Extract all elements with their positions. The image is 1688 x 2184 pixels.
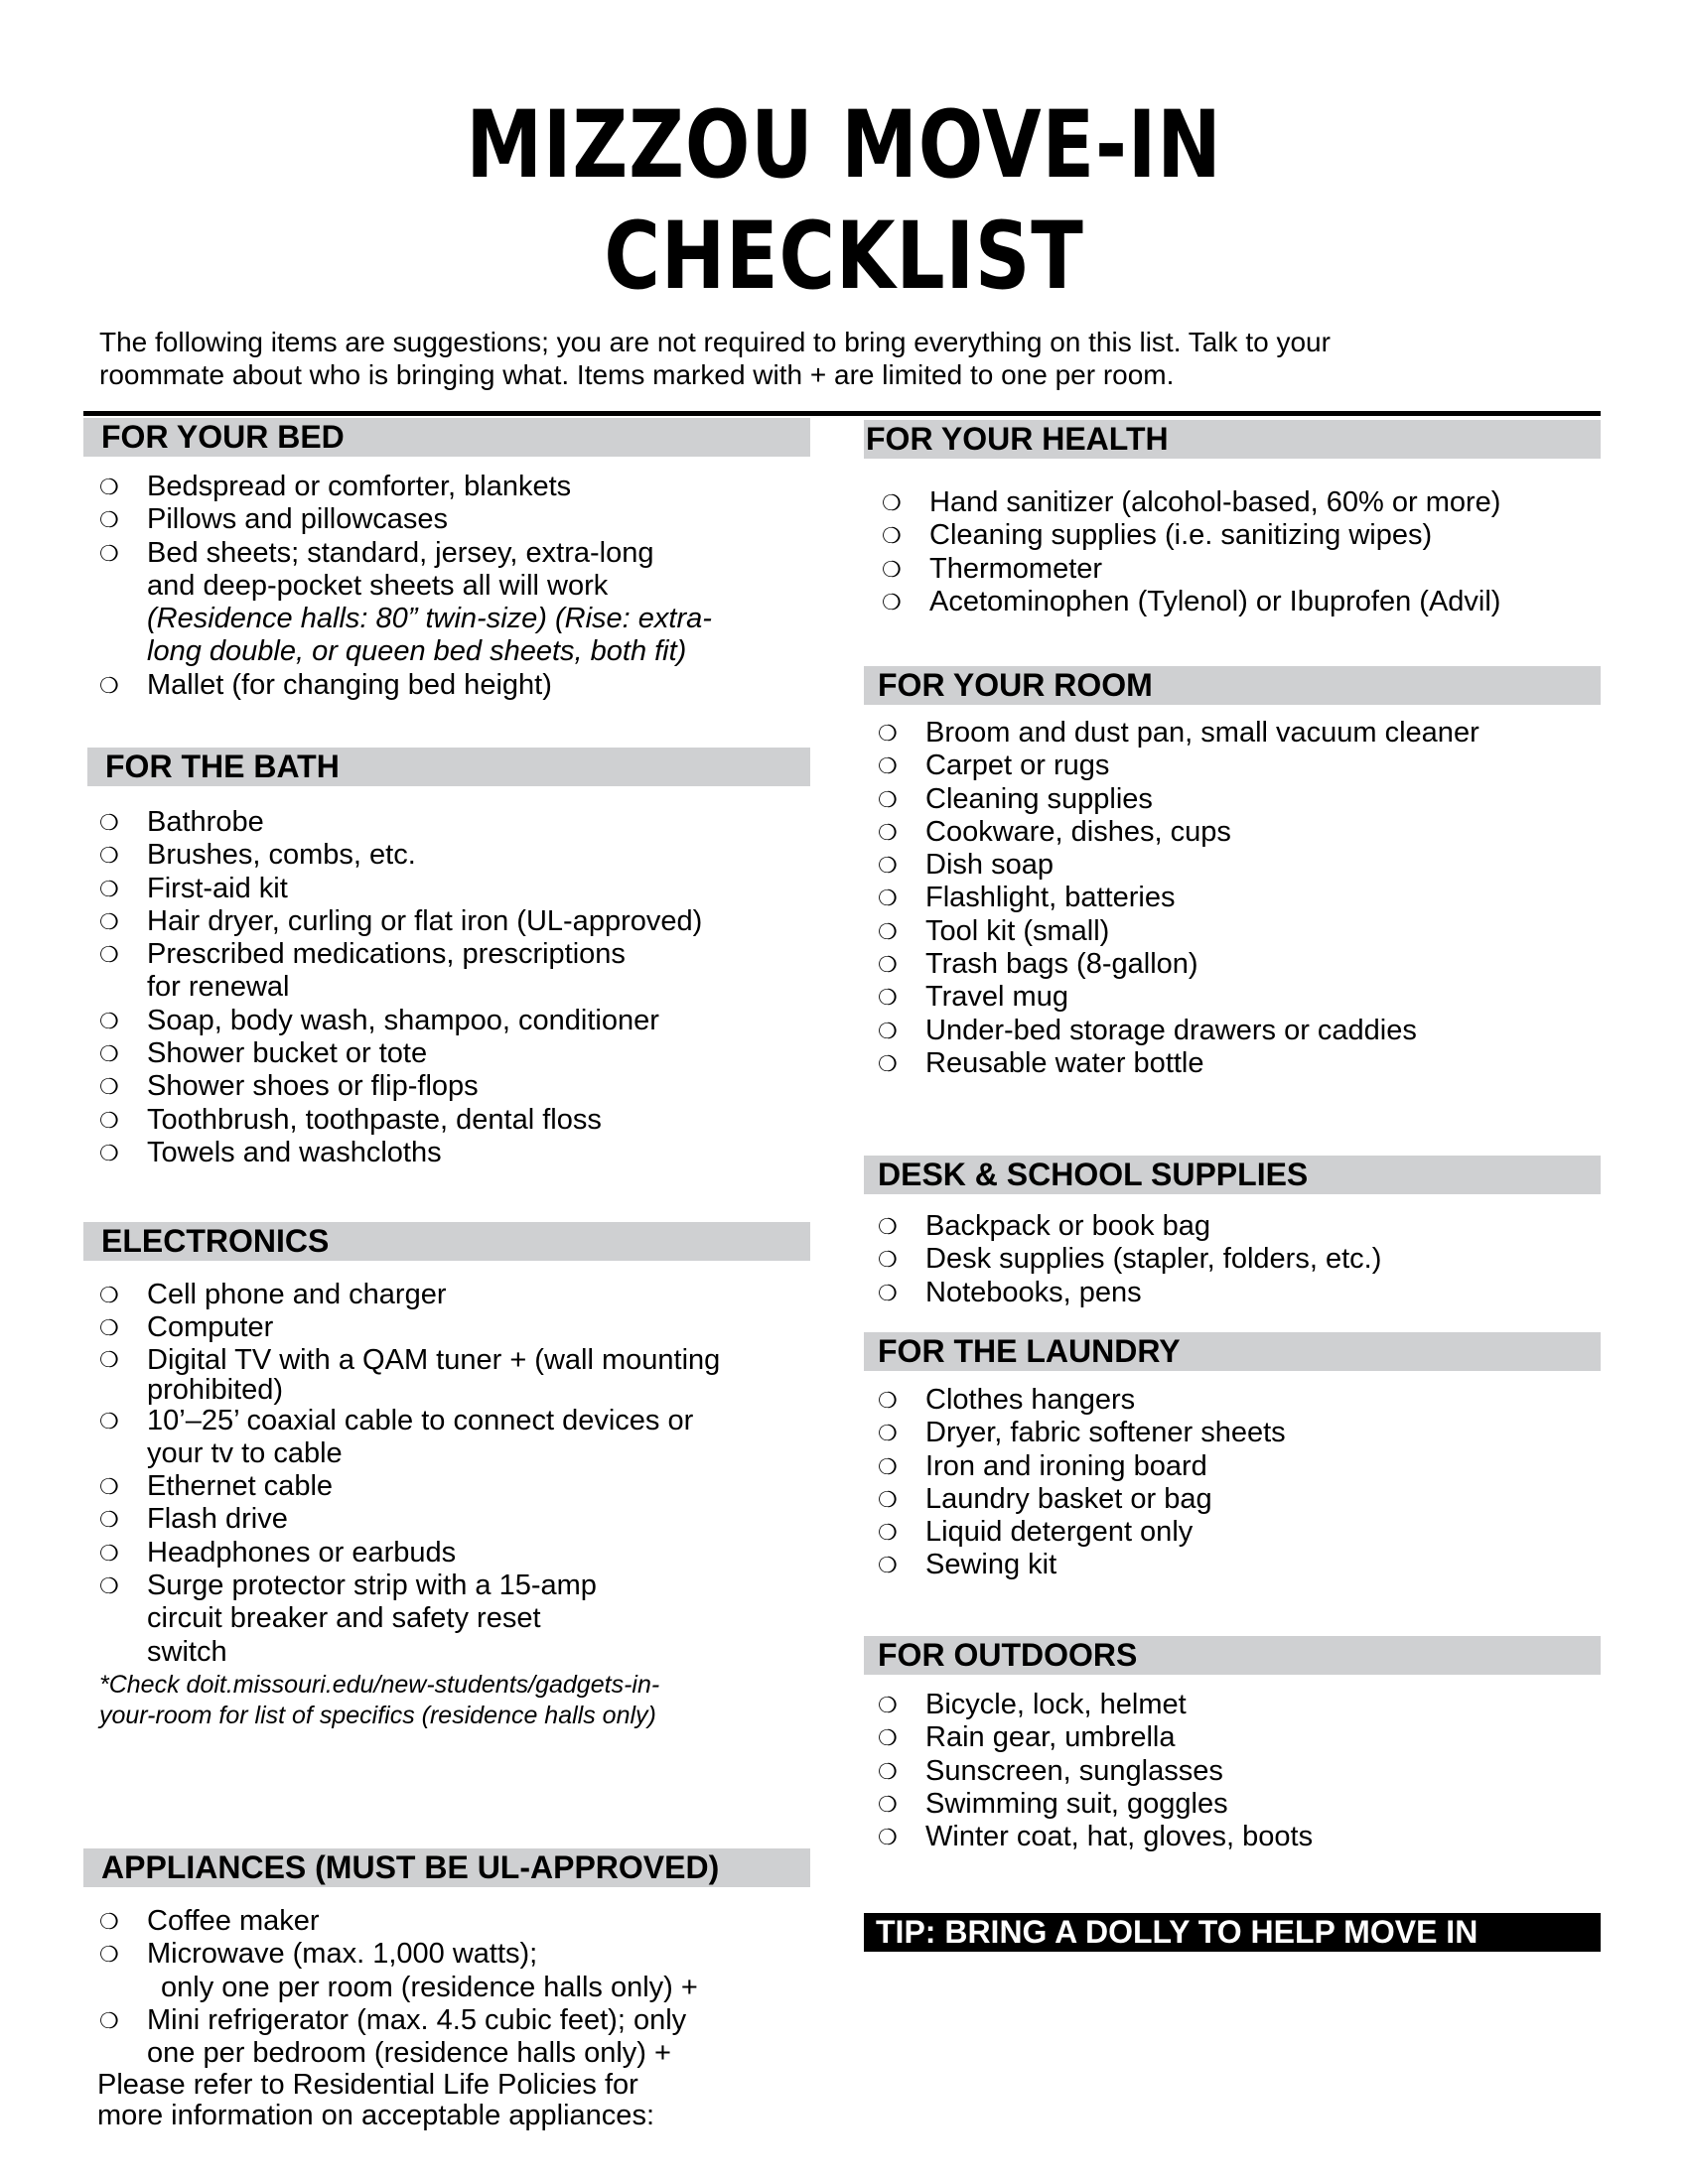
checklist-item[interactable]: ❍ Cookware, dishes, cups: [878, 815, 1231, 848]
checklist-item[interactable]: ❍ Microwave (max. 1,000 watts); only one per room (residence halls only) +: [99, 1938, 814, 2004]
checklist-item[interactable]: ❍ Acetominophen (Tylenol) or Ibuprofen (Advil): [882, 585, 1501, 617]
item-continuation: for renewal: [147, 971, 290, 1004]
item-continuation: circuit breaker and safety reset: [147, 1602, 541, 1635]
section-heading-bath: FOR THE BATH: [87, 748, 810, 786]
section-heading-health: FOR YOUR HEALTH: [864, 420, 1601, 459]
checklist-item[interactable]: ❍ Notebooks, pens: [878, 1276, 1142, 1308]
checkbox-circle-icon[interactable]: ❍: [99, 1573, 119, 1599]
checkbox-circle-icon[interactable]: ❍: [882, 556, 902, 582]
checklist-item[interactable]: ❍ Trash bags (8-gallon): [878, 948, 1198, 981]
checklist-item[interactable]: ❍ Hair dryer, curling or flat iron (UL-approved): [99, 904, 703, 937]
tip-banner: TIP: BRING A DOLLY TO HELP MOVE IN: [864, 1913, 1601, 1952]
item-continuation: switch: [147, 1635, 227, 1668]
checklist-item[interactable]: ❍ Liquid detergent only: [878, 1516, 1194, 1549]
checklist-item[interactable]: ❍ Bed sheets; standard, jersey, extra-long and deep-pocket sheets all will work (Residence halls: 80” twin-size) (Rise: extra- long double, or queen bed sheets, both fit): [99, 537, 814, 669]
checklist-item[interactable]: ❍ Flash drive: [99, 1503, 288, 1536]
divider-rule: [83, 411, 1601, 416]
checklist-item[interactable]: ❍ Bicycle, lock, helmet: [878, 1689, 1187, 1720]
checklist-item[interactable]: ❍ Under-bed storage drawers or caddies: [878, 1014, 1417, 1046]
room-checklist: [878, 717, 1593, 1080]
checkbox-circle-icon[interactable]: ❍: [99, 1008, 119, 1033]
checklist-item[interactable]: ❍ Sewing kit: [878, 1549, 1057, 1581]
checkbox-circle-icon[interactable]: ❍: [878, 1214, 898, 1239]
section-heading-appliances: APPLIANCES (MUST BE UL-APPROVED): [83, 1848, 810, 1887]
checkbox-circle-icon[interactable]: ❍: [99, 1283, 119, 1307]
checkbox-circle-icon[interactable]: ❍: [878, 1520, 898, 1546]
checklist-item[interactable]: ❍ Cell phone and charger: [99, 1279, 447, 1310]
checkbox-circle-icon[interactable]: ❍: [878, 985, 898, 1011]
checklist-item[interactable]: ❍ Reusable water bottle: [878, 1046, 1204, 1079]
checklist-item[interactable]: ❍ Pillows and pillowcases: [99, 503, 449, 536]
checklist-item[interactable]: ❍ Surge protector strip with a 15-amp circuit breaker and safety reset switch: [99, 1570, 814, 1669]
checkbox-circle-icon[interactable]: ❍: [99, 810, 119, 835]
checklist-item[interactable]: ❍ Dryer, fabric softener sheets: [878, 1417, 1286, 1449]
checkbox-circle-icon[interactable]: ❍: [99, 908, 119, 934]
checkbox-circle-icon[interactable]: ❍: [99, 1474, 119, 1500]
checklist-item[interactable]: ❍ Sunscreen, sunglasses: [878, 1754, 1223, 1787]
checkbox-circle-icon[interactable]: ❍: [99, 1315, 119, 1341]
checklist-item[interactable]: ❍ Hand sanitizer (alcohol-based, 60% or more): [882, 486, 1501, 518]
item-continuation: and deep-pocket sheets all will work: [147, 569, 609, 602]
checkbox-circle-icon[interactable]: ❍: [99, 1909, 119, 1934]
checkbox-circle-icon[interactable]: ❍: [878, 1018, 898, 1043]
checkbox-circle-icon[interactable]: ❍: [878, 819, 898, 845]
checkbox-circle-icon[interactable]: ❍: [878, 1725, 898, 1751]
section-heading-desk: DESK & SCHOOL SUPPLIES: [864, 1156, 1601, 1194]
checklist-item[interactable]: ❍ Travel mug: [878, 981, 1068, 1014]
checkbox-circle-icon[interactable]: ❍: [99, 540, 119, 566]
checkbox-circle-icon[interactable]: ❍: [878, 721, 898, 746]
checklist-item[interactable]: ❍ Bedspread or comforter, blankets: [99, 471, 572, 502]
desk-checklist: [878, 1210, 1593, 1309]
checklist-item[interactable]: ❍ Prescribed medications, prescriptions for renewal: [99, 938, 814, 1005]
checklist-item[interactable]: ❍ Tool kit (small): [878, 914, 1110, 947]
checkbox-circle-icon[interactable]: ❍: [99, 1140, 119, 1165]
item-continuation: your tv to cable: [147, 1436, 343, 1469]
checkbox-circle-icon[interactable]: ❍: [878, 1553, 898, 1578]
checkbox-circle-icon[interactable]: ❍: [878, 1825, 898, 1850]
checklist-item[interactable]: ❍ Headphones or earbuds: [99, 1536, 457, 1569]
checklist-item[interactable]: ❍ Cleaning supplies (i.e. sanitizing wipes): [882, 519, 1433, 552]
checkbox-circle-icon[interactable]: ❍: [99, 1041, 119, 1067]
checkbox-circle-icon[interactable]: ❍: [878, 1050, 898, 1076]
checkbox-circle-icon[interactable]: ❍: [99, 1540, 119, 1566]
appliances-checklist: [99, 1905, 814, 2070]
checkbox-circle-icon[interactable]: ❍: [882, 589, 902, 614]
electronics-checklist: [99, 1279, 814, 1669]
checkbox-circle-icon[interactable]: ❍: [878, 786, 898, 812]
laundry-checklist: [878, 1384, 1593, 1582]
checklist-item[interactable]: ❍ Bathrobe: [99, 806, 264, 838]
checkbox-circle-icon[interactable]: ❍: [878, 853, 898, 879]
checkbox-circle-icon[interactable]: ❍: [878, 1421, 898, 1446]
checkbox-circle-icon[interactable]: ❍: [878, 886, 898, 911]
checklist-item[interactable]: ❍ Computer: [99, 1311, 274, 1344]
intro-line-2: roommate about who is bringing what. Items marked with + are limited to one per room.: [99, 359, 1175, 390]
checklist-item[interactable]: ❍ Clothes hangers: [878, 1384, 1136, 1416]
checkbox-circle-icon[interactable]: ❍: [878, 753, 898, 779]
checkbox-circle-icon[interactable]: ❍: [99, 1507, 119, 1533]
health-checklist: [882, 486, 1597, 618]
checklist-item[interactable]: ❍ Broom and dust pan, small vacuum cleaner: [878, 717, 1479, 749]
checkbox-circle-icon[interactable]: ❍: [878, 1693, 898, 1717]
checklist-item[interactable]: ❍ Flashlight, batteries: [878, 882, 1176, 914]
section-heading-room: FOR YOUR ROOM: [864, 666, 1601, 705]
checkbox-circle-icon[interactable]: ❍: [99, 1942, 119, 1968]
checkbox-circle-icon[interactable]: ❍: [878, 952, 898, 978]
intro-paragraph: [99, 326, 1609, 391]
outdoors-checklist: [878, 1689, 1593, 1853]
checklist-item[interactable]: ❍ 10’–25’ coaxial cable to connect devices or your tv to cable: [99, 1405, 814, 1471]
checklist-item[interactable]: ❍ Rain gear, umbrella: [878, 1721, 1176, 1754]
checkbox-circle-icon[interactable]: ❍: [99, 1107, 119, 1133]
checklist-item[interactable]: ❍ Backpack or book bag: [878, 1210, 1210, 1242]
checklist-item[interactable]: ❍ Brushes, combs, etc.: [99, 839, 416, 872]
checklist-item[interactable]: ❍ Swimming suit, goggles: [878, 1787, 1228, 1820]
checkbox-circle-icon[interactable]: ❍: [878, 1280, 898, 1305]
checklist-item[interactable]: ❍ Mini refrigerator (max. 4.5 cubic feet); only one per bedroom (residence halls only) +: [99, 2004, 814, 2071]
appliances-footer: Please refer to Residential Life Policies for more information on acceptable appliances:: [97, 2069, 654, 2131]
checklist-item[interactable]: ❍ Digital TV with a QAM tuner + (wall mounting prohibited): [99, 1345, 814, 1405]
checkbox-circle-icon[interactable]: ❍: [99, 876, 119, 901]
checkbox-circle-icon[interactable]: ❍: [99, 507, 119, 533]
checkbox-circle-icon[interactable]: ❍: [878, 1791, 898, 1817]
section-heading-electronics: ELECTRONICS: [83, 1222, 810, 1261]
checkbox-circle-icon[interactable]: ❍: [882, 523, 902, 549]
checklist-item[interactable]: ❍ Shower shoes or flip-flops: [99, 1070, 479, 1103]
item-note: long double, or queen bed sheets, both fit): [147, 635, 687, 668]
checklist-item[interactable]: ❍ Thermometer: [882, 552, 1103, 585]
checklist-item[interactable]: ❍ Dish soap: [878, 849, 1054, 882]
checkbox-circle-icon[interactable]: ❍: [878, 1453, 898, 1479]
checkbox-circle-icon[interactable]: ❍: [878, 1388, 898, 1413]
bed-checklist: [99, 471, 814, 702]
item-note: (Residence halls: 80” twin-size) (Rise: extra-: [147, 603, 712, 635]
intro-line-1: The following items are suggestions; you are not required to bring everything on this list. Talk to your: [99, 327, 1331, 357]
checklist-item[interactable]: ❍ Carpet or rugs: [878, 750, 1110, 782]
checklist-item[interactable]: ❍ Winter coat, hat, gloves, boots: [878, 1821, 1314, 1853]
item-continuation: prohibited): [147, 1373, 284, 1406]
checklist-item[interactable]: ❍ Towels and washcloths: [99, 1136, 442, 1168]
checklist-item[interactable]: ❍ Soap, body wash, shampoo, conditioner: [99, 1004, 659, 1036]
page-title-line-2: CHECKLIST: [604, 203, 1084, 311]
checklist-item[interactable]: ❍ Coffee maker: [99, 1905, 320, 1937]
checklist-item[interactable]: ❍ Desk supplies (stapler, folders, etc.): [878, 1243, 1382, 1276]
checklist-item[interactable]: ❍ Iron and ironing board: [878, 1449, 1207, 1482]
checklist-item[interactable]: ❍ Toothbrush, toothpaste, dental floss: [99, 1103, 602, 1136]
checklist-item[interactable]: ❍ First-aid kit: [99, 872, 288, 904]
checklist-item[interactable]: ❍ Shower bucket or tote: [99, 1037, 428, 1070]
checklist-item[interactable]: ❍ Laundry basket or bag: [878, 1482, 1212, 1515]
item-continuation: one per bedroom (residence halls only) +: [147, 2037, 671, 2070]
section-heading-outdoors: FOR OUTDOORS: [864, 1636, 1601, 1675]
electronics-footnote: *Check doit.missouri.edu/new-students/gadgets-in- your-room for list of specifics (residence halls only): [99, 1671, 660, 1729]
bath-checklist: [99, 806, 814, 1169]
checklist-item[interactable]: ❍ Ethernet cable: [99, 1470, 334, 1503]
checkbox-circle-icon[interactable]: ❍: [878, 1247, 898, 1273]
page-title-line-1: MIZZOU MOVE-IN: [466, 91, 1222, 200]
section-heading-laundry: FOR THE LAUNDRY: [864, 1332, 1601, 1371]
checkbox-circle-icon[interactable]: ❍: [99, 475, 119, 499]
checklist-item[interactable]: ❍ Cleaning supplies: [878, 782, 1153, 815]
checklist-item[interactable]: ❍ Mallet (for changing bed height): [99, 668, 552, 701]
checkbox-circle-icon[interactable]: ❍: [99, 843, 119, 869]
checkbox-circle-icon[interactable]: ❍: [99, 1074, 119, 1100]
item-continuation: only one per room (residence halls only) +: [161, 1971, 698, 2003]
checkbox-circle-icon[interactable]: ❍: [99, 2007, 119, 2033]
checkbox-circle-icon[interactable]: ❍: [878, 1486, 898, 1512]
checkbox-circle-icon[interactable]: ❍: [99, 942, 119, 968]
checkbox-circle-icon[interactable]: ❍: [99, 1346, 119, 1372]
checkbox-circle-icon[interactable]: ❍: [99, 1408, 119, 1433]
checkbox-circle-icon[interactable]: ❍: [878, 1758, 898, 1784]
section-heading-bed: FOR YOUR BED: [83, 418, 810, 457]
checkbox-circle-icon[interactable]: ❍: [882, 490, 902, 515]
checkbox-circle-icon[interactable]: ❍: [878, 918, 898, 944]
checkbox-circle-icon[interactable]: ❍: [99, 672, 119, 698]
